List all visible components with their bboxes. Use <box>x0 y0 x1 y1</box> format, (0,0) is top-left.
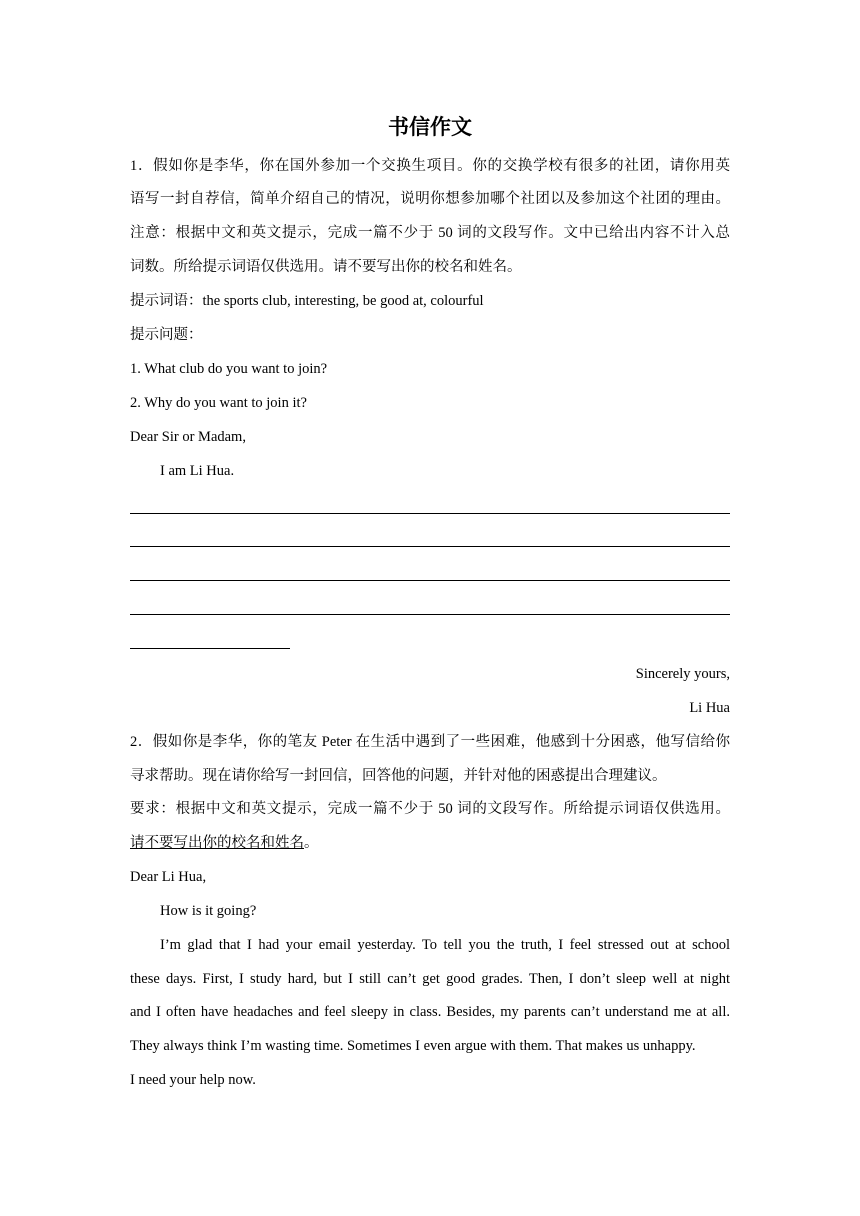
answer-line-5 <box>130 648 290 649</box>
answer-line-3 <box>130 580 730 581</box>
q1-hint-questions-label: 提示问题： <box>130 327 203 343</box>
q2-letter-line-5: I need your help now. <box>130 1072 256 1088</box>
answer-line-1 <box>130 513 730 514</box>
q2-prompt-line-1: 2．假如你是李华，你的笔友 Peter 在生活中遇到了一些困难，他感到十分困惑，他写信给你 <box>130 734 730 750</box>
q1-question-1: 1. What club do you want to join? <box>130 361 328 377</box>
q1-prompt-line-2: 语写一封自荐信，简单介绍自己的情况，说明你想参加哪个社团以及参加这个社团的理由。 <box>130 191 730 207</box>
q2-requirement-line-1: 要求：根据中文和英文提示，完成一篇不少于 50 词的文段写作。所给提示词语仅供选用。 <box>130 801 730 817</box>
q1-note-line-1: 注意：根据中文和英文提示，完成一篇不少于 50 词的文段写作。文中已给出内容不计入总 <box>130 225 730 241</box>
q2-letter-line-1: I’m glad that I had your email yesterday. To tell you the truth, I feel stressed out at school <box>160 937 730 953</box>
q2-letter-line-4: They always think I’m wasting time. Sometimes I even argue with them. That makes us unhappy. <box>130 1038 696 1054</box>
q1-prompt-line-1: 1．假如你是李华，你在国外参加一个交换生项目。你的交换学校有很多的社团，请你用英 <box>130 158 730 174</box>
q2-salutation: Dear Li Hua, <box>130 869 207 885</box>
q2-letter-line-2: these days. First, I study hard, but I still can’t get good grades. Then, I don’t sleep well at night <box>130 971 730 987</box>
q2-requirement-end: 。 <box>304 835 319 851</box>
q2-greeting: How is it going? <box>160 903 257 919</box>
q1-hint-words: 提示词语：the sports club, interesting, be good at, colourful <box>130 293 484 309</box>
page-title: 书信作文 <box>388 115 472 139</box>
q2-letter-line-3: and I often have headaches and feel sleepy in class. Besides, my parents can’t understand me at all. <box>130 1004 730 1020</box>
answer-line-2 <box>130 546 730 547</box>
q1-question-2: 2. Why do you want to join it? <box>130 395 307 411</box>
q1-closing: Sincerely yours, <box>635 666 730 682</box>
q1-opening-sentence: I am Li Hua. <box>160 463 235 479</box>
answer-line-4 <box>130 614 730 615</box>
q2-requirement-line-2 <box>130 834 730 852</box>
q1-signature: Li Hua <box>689 700 730 716</box>
q1-salutation: Dear Sir or Madam, <box>130 429 246 445</box>
q2-underlined-note: 请不要写出你的校名和姓名 <box>130 835 304 851</box>
q2-prompt-line-2: 寻求帮助。现在请你给写一封回信，回答他的问题，并针对他的困惑提出合理建议。 <box>130 768 667 784</box>
q1-note-line-2: 词数。所给提示词语仅供选用。请不要写出你的校名和姓名。 <box>130 259 522 275</box>
